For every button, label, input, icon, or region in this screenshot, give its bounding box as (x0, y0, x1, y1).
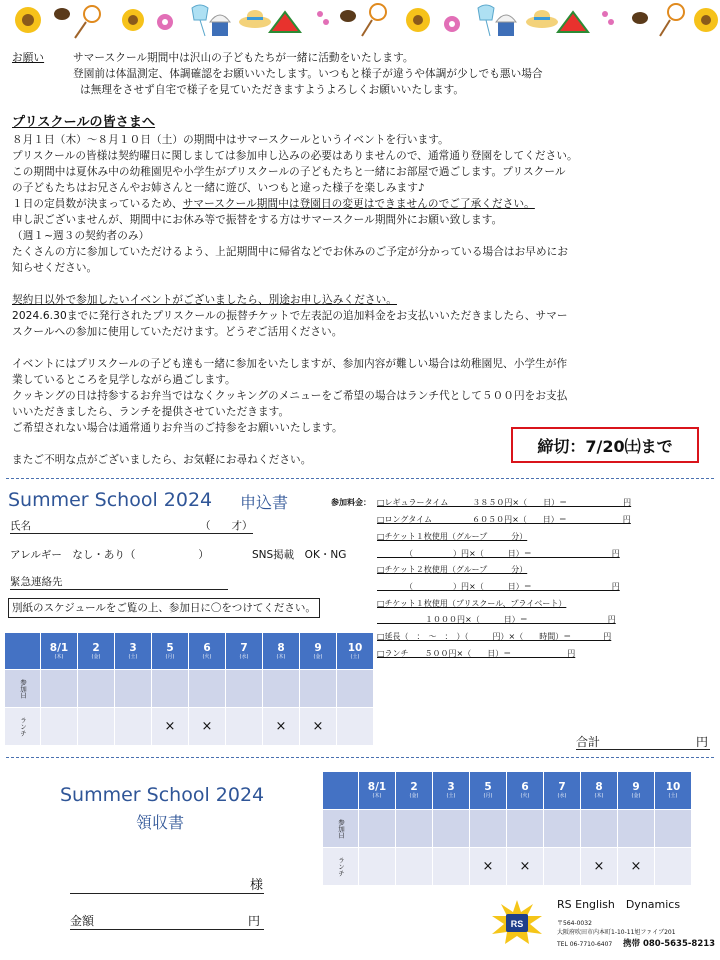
body-text-part: １日の定員数が決まっているため、 (12, 198, 183, 210)
day-dow: (木) (594, 793, 604, 799)
body-text: この期間中は夏休み中の幼稚園児や小学生がプリスクールの子どもたちと一緒にお部屋で過ごします。プリスクール (12, 166, 566, 178)
day-header (300, 633, 337, 670)
day-dow: (水) (557, 793, 567, 799)
amount-label: 金額 (70, 914, 95, 928)
sns-field[interactable]: SNS掲載 OK・NG (252, 549, 347, 561)
flower-icon (317, 11, 329, 25)
age-suffix: （ 才） (200, 520, 253, 532)
company-mobile: 携帯 080-5635-8213 (623, 939, 716, 949)
day-header (470, 772, 507, 810)
attendance-cell[interactable] (359, 810, 396, 848)
attendance-cell[interactable] (396, 810, 433, 848)
receipt-subtitle: 領収書 (136, 813, 185, 832)
day-header (618, 772, 655, 810)
day-dow: (月) (165, 653, 175, 660)
attendance-cell[interactable] (544, 810, 581, 848)
body-text: 業しているところを見学しながら過ごします。 (12, 374, 236, 386)
dashed-divider (6, 757, 714, 758)
lunch-cell[interactable] (337, 708, 374, 746)
body-text: の子どもたちはお兄さんやお姉さんと一緒に遊び、いつもと違った様子を楽しみます♪ (12, 182, 425, 194)
amount-unit: 円 (248, 914, 261, 928)
day-date: 8 (277, 641, 285, 654)
preschool-heading: プリスクールの皆さまへ (12, 115, 156, 130)
wind-chime-icon (192, 5, 208, 36)
day-dow: (土) (446, 793, 456, 799)
lunch-cell[interactable] (41, 708, 78, 746)
lunch-cell[interactable]: × (189, 708, 226, 746)
day-date: 9 (314, 641, 322, 654)
watermelon-icon (558, 12, 588, 32)
receipt-title: Summer School 2024 (60, 784, 265, 806)
sun-logo-icon (492, 900, 542, 944)
attendance-cell[interactable] (581, 810, 618, 848)
body-text: いいただきましたら、ランチを提供させていただきます。 (12, 406, 290, 418)
sunflower-icon (122, 9, 144, 31)
body-text: またご不明な点がございましたら、お気軽にお尋ねください。 (12, 454, 312, 466)
row-label: ランチ (323, 848, 359, 886)
fee-line[interactable]: □チケット２枚使用（グループ 分） (377, 565, 528, 574)
emergency-field[interactable] (10, 575, 228, 590)
day-date: 9 (632, 781, 640, 793)
day-dow: (土) (350, 653, 360, 660)
day-date: 6 (203, 641, 211, 654)
day-date: 8/1 (367, 781, 387, 793)
day-date: 10 (347, 641, 363, 654)
fee-line[interactable]: □チケット１枚使用（プリスクール、プライベート） (377, 599, 567, 608)
day-dow: (金) (313, 653, 323, 660)
lunch-cell[interactable] (433, 848, 470, 886)
morning-glory-icon (157, 14, 173, 30)
body-text: プリスクールの皆様は契約曜日に関しましては参加申し込みの必要はありませんので、通常通り登園をしてください。 (12, 150, 578, 162)
day-date: 3 (129, 641, 137, 654)
summer-banner (0, 0, 720, 44)
day-date: 5 (166, 641, 174, 654)
day-date: 7 (240, 641, 248, 654)
attendance-cell[interactable] (152, 670, 189, 708)
deadline-box: 締切：7/20㈯まで (511, 427, 699, 463)
day-dow: (木) (54, 653, 64, 660)
amount-field[interactable] (70, 914, 264, 930)
lunch-cell[interactable] (226, 708, 263, 746)
lunch-cell[interactable]: × (618, 848, 655, 886)
day-header (152, 633, 189, 670)
day-header (544, 772, 581, 810)
body-text-underlined: サマースクール期間中は登園日の変更はできませんのでご了承ください。 (182, 198, 535, 210)
recipient-suffix: 様 (250, 878, 264, 893)
body-text: 申し訳ございませんが、期間中にお休み等で振替をする方はサマースクール期間外にお願い致します。 (12, 214, 503, 226)
company-tel: TEL 06-7710-6407 (557, 941, 613, 948)
body-text: （週１~週３の契約者のみ） (12, 230, 150, 242)
form-title: Summer School 2024 (8, 489, 213, 511)
day-date: 2 (410, 781, 418, 793)
watermelon-icon (270, 12, 300, 32)
day-dow: (火) (202, 653, 212, 660)
day-dow: (木) (276, 653, 286, 660)
wind-chime-icon (478, 5, 494, 36)
fee-line[interactable]: （ ）円×（ 日）＝ 円 (377, 549, 620, 558)
company-name: RS English Dynamics (557, 898, 681, 911)
row-label: 参加日 (323, 810, 359, 848)
attendance-cell[interactable] (337, 670, 374, 708)
company-postal: 〒564-0032 (557, 920, 592, 927)
lunch-cell[interactable]: × (507, 848, 544, 886)
lunch-cell[interactable]: × (152, 708, 189, 746)
day-header (337, 633, 374, 670)
lunch-cell[interactable]: × (581, 848, 618, 886)
dashed-divider (6, 478, 714, 479)
day-header (433, 772, 470, 810)
bug-net-icon (362, 4, 386, 36)
attendance-cell[interactable] (507, 810, 544, 848)
name-label: 氏名 (10, 520, 31, 532)
fee-line[interactable]: □延長（ ： ～ ： ）（ 円）×（ 時間）＝ 円 (377, 632, 612, 641)
lunch-cell[interactable]: × (300, 708, 337, 746)
schedule-table (4, 632, 374, 746)
total-unit: 円 (696, 735, 709, 749)
day-date: 8 (595, 781, 603, 793)
day-header (226, 633, 263, 670)
notice-label: お願い (12, 52, 45, 64)
row-label: ランチ (5, 708, 41, 746)
day-dow: (火) (520, 793, 530, 799)
body-text: スクールへの参加に使用していただけます。どうぞご活用ください。 (12, 326, 343, 338)
recipient-field[interactable] (70, 878, 264, 894)
lunch-cell[interactable] (396, 848, 433, 886)
attendance-cell[interactable] (115, 670, 152, 708)
morning-glory-icon (444, 16, 460, 32)
day-date: 2 (92, 641, 100, 654)
shaved-ice-icon (496, 15, 516, 36)
attendance-cell[interactable] (263, 670, 300, 708)
day-dow: (木) (372, 793, 382, 799)
day-dow: (水) (239, 653, 249, 660)
attendance-cell[interactable] (41, 670, 78, 708)
emergency-label: 緊急連絡先 (10, 576, 63, 588)
day-dow: (金) (409, 793, 419, 799)
body-text (12, 196, 535, 212)
lunch-cell[interactable] (78, 708, 115, 746)
attendance-cell[interactable] (189, 670, 226, 708)
body-text: 知らせください。 (12, 262, 98, 274)
day-date: 8/1 (49, 641, 69, 654)
beetle-icon (54, 8, 70, 20)
row-label: 参加日 (5, 670, 41, 708)
fee-line[interactable]: □ランチ ５００円×（ 日）＝ 円 (377, 649, 576, 658)
attendance-cell[interactable] (78, 670, 115, 708)
body-text: 2024.6.30までに発行されたプリスクールの振替チケットで左表記の追加料金をお支払いいただきましたら、サマー (12, 310, 568, 322)
total-label: 合計 (576, 735, 601, 749)
lunch-cell[interactable] (115, 708, 152, 746)
shaved-ice-icon (210, 15, 230, 36)
fee-line[interactable]: （ ）円×（ 日）＝ 円 (377, 582, 620, 591)
day-dow: (金) (91, 653, 101, 660)
body-text-underlined: 契約日以外で参加したいイベントがございましたら、別途お申し込みください。 (12, 294, 397, 306)
fee-label: 参加料金： (331, 498, 371, 507)
attendance-cell[interactable] (655, 810, 692, 848)
fee-line[interactable]: １０００円×（ 日）＝ 円 (377, 615, 616, 624)
day-dow: (月) (483, 793, 493, 799)
day-header (655, 772, 692, 810)
company-address: 大阪府吹田市内本町1-10-11旭ファイブ201 (557, 929, 676, 936)
day-dow: (金) (631, 793, 641, 799)
form-subtitle: 申込書 (240, 493, 289, 512)
lunch-cell[interactable]: × (470, 848, 507, 886)
receipt-schedule-table (322, 771, 692, 886)
lunch-cell[interactable] (359, 848, 396, 886)
day-dow: (土) (668, 793, 678, 799)
body-text: イベントにはプリスクールの子ども達も一緒に参加をいたしますが、参加内容が難しい場合は幼稚園児、小学生が作 (12, 358, 568, 370)
day-date: 6 (521, 781, 529, 793)
sunflower-icon (694, 8, 718, 32)
company-logo (488, 898, 546, 946)
attendance-cell[interactable] (470, 810, 507, 848)
beetle-icon (632, 12, 648, 24)
attendance-cell[interactable] (300, 670, 337, 708)
allergy-field[interactable]: アレルギー なし・あり（ ） (10, 549, 209, 561)
attendance-cell[interactable] (433, 810, 470, 848)
lunch-cell[interactable] (655, 848, 692, 886)
table-corner (5, 633, 41, 670)
fee-line[interactable]: □ロングタイム ６０５０円×（ 日）＝ 円 (377, 515, 631, 524)
notice-line: サマースクール期間中は沢山の子どもたちが一緒に活動をいたします。 (73, 52, 414, 64)
day-date: 10 (665, 781, 681, 793)
day-header (263, 633, 300, 670)
day-date: 3 (447, 781, 455, 793)
lunch-cell[interactable] (544, 848, 581, 886)
attendance-cell[interactable] (618, 810, 655, 848)
logo-text: RS (510, 919, 524, 929)
day-header (359, 772, 396, 810)
day-header (115, 633, 152, 670)
table-corner (323, 772, 359, 810)
beetle-icon (340, 10, 356, 22)
day-header (396, 772, 433, 810)
bug-net-icon (75, 6, 100, 38)
sunflower-icon (406, 8, 430, 32)
body-text: たくさんの方に参加していただけるよう、上記期間中に帰省などでお休みのご予定が分かっている場合はお早めにお (12, 246, 569, 258)
bug-net-icon (660, 4, 684, 36)
day-dow: (土) (128, 653, 138, 660)
flower-icon (602, 11, 614, 25)
body-text: ８月１日（木）～８月１０日（土）の期間中はサマースクールというイベントを行います。 (12, 134, 449, 146)
instruction-box: 別紙のスケジュールをご覧の上、参加日に〇をつけてください。 (8, 598, 320, 618)
lunch-cell[interactable]: × (263, 708, 300, 746)
fee-line[interactable]: □チケット１枚使用（グループ 分） (377, 532, 528, 541)
day-header (507, 772, 544, 810)
notice-line: 登園前は体温測定、体調確認をお願いいたします。いつもと様子が違うや体調が少しでも悪い場合 (73, 68, 543, 80)
sunflower-icon (15, 7, 41, 33)
fee-line[interactable]: □レギュラータイム ３８５０円×（ 日）＝ 円 (377, 498, 632, 507)
body-text: クッキングの日は持参するお弁当ではなくクッキングのメニューをご希望の場合はランチ代として５００円をお支払 (12, 390, 568, 402)
day-header (581, 772, 618, 810)
day-header (189, 633, 226, 670)
day-header (78, 633, 115, 670)
day-date: 5 (484, 781, 492, 793)
attendance-cell[interactable] (226, 670, 263, 708)
day-date: 7 (558, 781, 566, 793)
straw-hat-icon (526, 10, 558, 28)
body-text: ご希望されない場合は通常通りお弁当のご持参をお願いいたします。 (12, 422, 343, 434)
straw-hat-icon (239, 10, 271, 28)
notice-line: は無理をさせず自宅で様子を見ていただきますようよろしくお願いいたします。 (80, 84, 465, 96)
day-header (41, 633, 78, 670)
